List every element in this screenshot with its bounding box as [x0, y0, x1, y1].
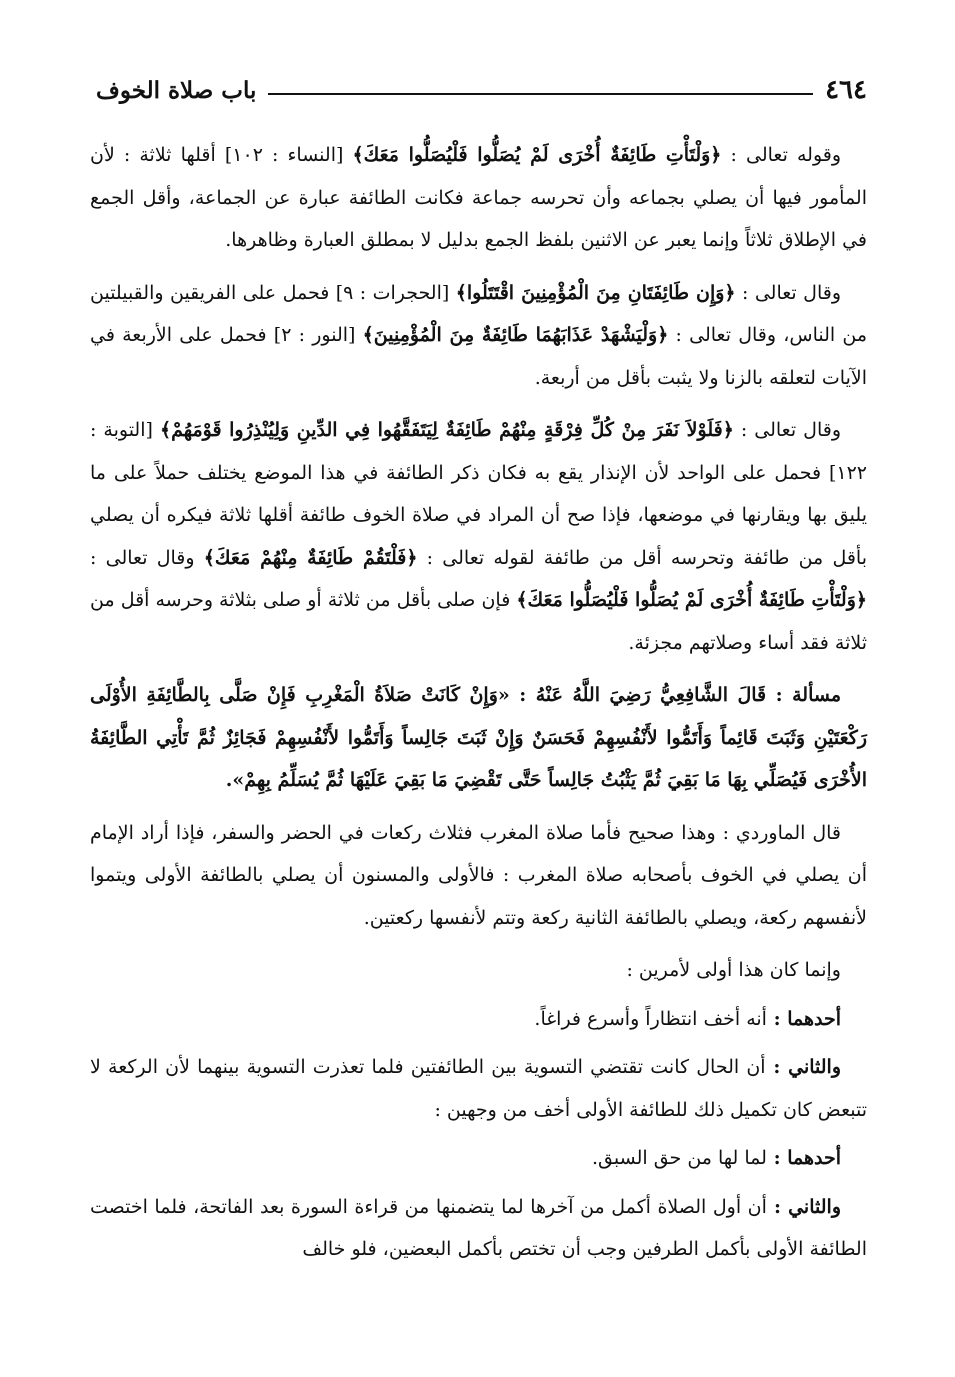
- quran-verse: ﴿فَلَوْلاَ نَفَرَ مِنْ كُلِّ فِرْقَةٍ مِنْهُمْ طَائِفَةٌ لِيَتَفَقَّهُوا فِي الدِّينِ وَلِيُنْذِرُوا قَوْمَهُمْ﴾: [159, 419, 734, 441]
- running-header: [96, 66, 867, 114]
- header-rule: [268, 93, 813, 95]
- first-label: أحدهما :: [766, 1007, 841, 1030]
- first-label: أحدهما :: [766, 1147, 841, 1169]
- paragraph-first-aspect: أحدهما : لما لها من حق السبق.: [592, 1147, 841, 1169]
- paragraph-1: وقوله تعالى : ﴿وَلْتَأْتِ طَائِفَةٌ أُخْرَى لَمْ يُصَلُّوا فَلْيُصَلُّوا مَعَكَ﴾ [النساء : ١٠٢] أقلها ثلاثة : لأن المأمور فيها أن يصلي بجماعه وأن تحرسه جماعة فكانت الطائفة عبارة عن الجماعة، وأقل الجمع في الإطلاق ثلاثاً وإنما يعبر عن الاثنين بلفظ الجمع بدليل لا بمطلق العبارة وظاهرها.: [90, 144, 867, 251]
- quran-verse: ﴿فَلْتَقُمْ طَائِفَةٌ مِنْهُمْ مَعَكَ﴾: [203, 546, 418, 569]
- second-label: والثاني :: [765, 1056, 841, 1078]
- chapter-title: باب صلاة الخوف: [96, 76, 257, 104]
- paragraph-first-reason: أحدهما : أنه أخف انتظاراً وأسرع فراغاً.: [534, 1007, 841, 1030]
- quran-verse: ﴿وَلْتَأْتِ طَائِفَةٌ أُخْرَى لَمْ يُصَلُّوا فَلْيُصَلُّوا مَعَكَ﴾: [352, 144, 722, 166]
- paragraph-second-aspect: والثاني : أن أول الصلاة أكمل من آخرها لما يتضمنها من قراءة السورة بعد الفاتحة، فلما اختصت الطائفة الأولى بأكمل الطرفين وجب أن تختص بأكمل البعضين، فلو خالف: [90, 1195, 867, 1260]
- paragraph-two-reasons: وإنما كان هذا أولى لأمرين :: [626, 959, 841, 981]
- quran-verse: ﴿وَإِن طَائِفَتَانِ مِنَ الْمُؤْمِنِينَ اقْتَتَلُوا﴾: [455, 281, 736, 304]
- paragraph-2: وقال تعالى : ﴿وَإِن طَائِفَتَانِ مِنَ الْمُؤْمِنِينَ اقْتَتَلُوا﴾ [الحجرات : ٩] فحمل على الفريقين والقبيلتين من الناس، وقال تعالى : ﴿وَلْيَشْهَدْ عَذَابَهُمَا طَائِفَةٌ مِنَ الْمُؤْمِنِينَ﴾ [النور : ٢] فحمل على الأربعة في الآيات لتعلقه بالزنا ولا يثبت بأقل من أربعة.: [90, 281, 867, 389]
- page-number: ٤٦٤: [825, 75, 867, 105]
- shafii-quote: قَالَ الشَّافِعِيُّ رَضِيَ اللَّهُ عَنْهُ : «وَإِنْ كَانَتْ صَلاَةُ الْمَغْرِبِ فَإِنْ صَلَّى بِالطَّائِفَةِ الأُوْلَى رَكْعَتَيْنِ وَثَبَتَ قَائِماً وَأَتَمُّوا لأَنْفُسِهِمْ فَحَسَنٌ وَإِنْ ثَبَتَ جَالِساً وَأَتَمُّوا لأَنْفُسِهِمْ فَجَائِزٌ ثُمَّ تَأْتِي الطَّائِفَةُ الأُخْرَى فَيُصَلِّي بِهَا مَا بَقِيَ ثُمَّ يَثْبُتُ جَالِساً حَتَّى تَقْضِيَ مَا بَقِيَ عَلَيْهَا ثُمَّ يُسَلِّمُ بِهِمْ».: [90, 684, 867, 791]
- paragraph-mawardi: قال الماوردي : وهذا صحيح فأما صلاة المغرب فثلاث ركعات في الحضر والسفر، فإذا أراد الإمام أن يصلي في الخوف بأصحابه صلاة المغرب : فالأولى والمسنون أن يصلي بالطائفة الأولى ويتموا لأنفسهم ركعة، ويصلي بالطائفة الثانية ركعة وتتم لأنفسها ركعتين.: [90, 821, 867, 929]
- second-label: والثاني :: [766, 1195, 841, 1218]
- body-text: [90, 134, 867, 1277]
- quran-verse: ﴿وَلْتَأْتِ طَائِفَةٌ أُخْرَى لَمْ يُصَلُّوا فَلْيُصَلُّوا مَعَكَ﴾: [516, 589, 867, 611]
- paragraph-second-reason: والثاني : أن الحال كانت تقتضي التسوية بين الطائفتين فلما تعذرت التسوية بينهما لأن الركعة لا تتبعض كان تكميل ذلك للطائفة الأولى أخف من وجهين :: [90, 1056, 867, 1121]
- masala-label: مسألة :: [766, 684, 842, 706]
- paragraph-masala: [90, 674, 867, 802]
- paragraph-3: وقال تعالى : ﴿فَلَوْلاَ نَفَرَ مِنْ كُلِّ فِرْقَةٍ مِنْهُمْ طَائِفَةٌ لِيَتَفَقَّهُوا فِي الدِّينِ وَلِيُنْذِرُوا قَوْمَهُمْ﴾ [التوبة : ١٢٢] فحمل على الواحد لأن الإنذار يقع به فكان ذكر الطائفة في هذا الموضع يختلف حملاً على ما يليق بها ويقارنها في موضعها، فإذا صح أن المراد في صلاة الخوف طائفة أقلها ثلاثة فيكره أن يصلي بأقل من طائفة وتحرسه أقل من طائفة لقوله تعالى : ﴿فَلْتَقُمْ طَائِفَةٌ مِنْهُمْ مَعَكَ﴾ وقال تعالى : ﴿وَلْتَأْتِ طَائِفَةٌ أُخْرَى لَمْ يُصَلُّوا فَلْيُصَلُّوا مَعَكَ﴾ فإن صلى بأقل من ثلاثة أو صلى بثلاثة وحرسه أقل من ثلاثة فقد أساء وصلاتهم مجزئة.: [90, 419, 868, 654]
- quran-verse: ﴿وَلْيَشْهَدْ عَذَابَهُمَا طَائِفَةٌ مِنَ الْمُؤْمِنِينَ﴾: [362, 324, 669, 346]
